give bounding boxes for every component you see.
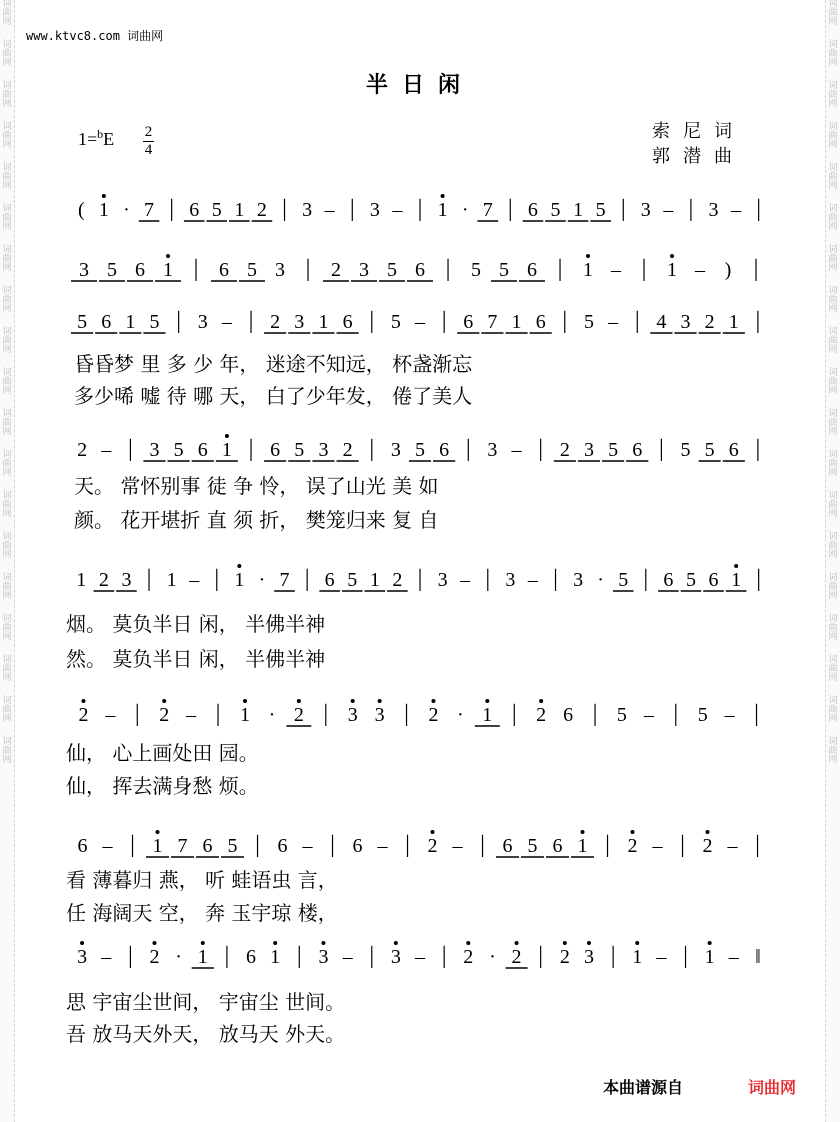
note: 5 xyxy=(415,439,425,461)
bar-line: | xyxy=(214,566,220,592)
note: 5 xyxy=(211,199,222,221)
octave-dot xyxy=(394,941,398,945)
octave-dot xyxy=(273,941,277,945)
note: 2 xyxy=(270,311,281,333)
octave-dot xyxy=(708,941,712,945)
note: 3 xyxy=(374,704,385,726)
octave-dot xyxy=(631,830,635,834)
note: 3 xyxy=(487,439,498,461)
bar-line: | xyxy=(557,256,563,282)
note: 2 xyxy=(293,704,304,726)
note: 2 xyxy=(392,569,403,591)
note: – xyxy=(724,704,735,726)
bar-line: | xyxy=(592,701,598,727)
octave-dot xyxy=(581,830,585,834)
time-signature: 2 4 xyxy=(144,124,153,158)
octave-dot xyxy=(81,699,85,703)
bar-line: | xyxy=(224,943,230,969)
octave-dot xyxy=(431,830,435,834)
notation-line-2 xyxy=(70,250,770,290)
note: 1 xyxy=(482,704,493,726)
bar-line: | xyxy=(562,308,568,334)
bar-line: | xyxy=(610,943,616,969)
octave-dot xyxy=(563,941,567,945)
note: – xyxy=(342,946,353,968)
notation-line-5 xyxy=(70,560,770,600)
note: 6 xyxy=(552,835,563,857)
bar-line: | xyxy=(680,832,685,858)
note: · xyxy=(597,569,604,591)
lyric-verse2-line6: 吾 放马天外天， 放马天 外天。 xyxy=(66,1022,346,1046)
note: 2 xyxy=(256,199,267,221)
bar-line: | xyxy=(130,832,135,858)
note: 2 xyxy=(702,835,713,857)
bar-line: | xyxy=(404,701,409,727)
bar-line: | xyxy=(323,701,329,727)
note: 6 xyxy=(277,835,288,857)
note: 5 xyxy=(107,259,117,281)
note: – xyxy=(611,259,621,281)
note: 2 xyxy=(149,946,160,968)
note: 7 xyxy=(144,199,155,221)
octave-dot xyxy=(102,194,106,198)
note: 1 xyxy=(270,946,281,968)
note: 3 xyxy=(359,259,369,281)
note: 1 xyxy=(667,259,677,281)
note: 1 xyxy=(632,946,643,968)
octave-dot xyxy=(162,699,166,703)
octave-dot xyxy=(515,941,519,945)
note: – xyxy=(101,439,112,461)
bar-line: | xyxy=(330,832,335,858)
notation-line-7 xyxy=(70,826,770,866)
note: 5 xyxy=(583,311,594,333)
note: · xyxy=(175,946,182,968)
composer-credit: 郭潜曲 xyxy=(652,146,745,167)
note: 5 xyxy=(227,835,238,857)
bar-line: | xyxy=(507,196,513,222)
brand-link[interactable]: 词曲网 xyxy=(748,1078,797,1097)
note: 5 xyxy=(77,311,88,333)
note: 5 xyxy=(247,259,257,281)
note: 2 xyxy=(78,704,89,726)
bar-line: | xyxy=(146,566,152,592)
octave-dot xyxy=(586,254,590,258)
note: 6 xyxy=(189,199,200,221)
note: 1 xyxy=(197,946,208,968)
note: 3 xyxy=(437,569,448,591)
note: 6 xyxy=(463,311,474,333)
note: 1 xyxy=(125,311,136,333)
note: 7 xyxy=(279,569,290,591)
bar-line: | xyxy=(134,701,140,727)
bar-line: | xyxy=(673,701,679,727)
notation-line-4 xyxy=(70,430,770,470)
note: – xyxy=(186,704,197,726)
bar-line: | xyxy=(755,832,760,858)
notation-line-6 xyxy=(70,695,770,735)
note: 2 xyxy=(331,259,341,281)
note: 1 xyxy=(166,569,177,591)
note: 3 xyxy=(505,569,516,591)
bar-line: | xyxy=(255,832,260,858)
note: 3 xyxy=(294,311,305,333)
note: · xyxy=(268,704,276,726)
lyric-verse2-line2: 颜。 花开堪折 直 须 折， 樊笼归来 复 自 xyxy=(74,508,439,532)
octave-dot xyxy=(539,699,543,703)
octave-dot xyxy=(243,699,247,703)
note: – xyxy=(377,835,388,857)
note: – xyxy=(663,199,674,221)
lyric-verse2-line1: 多少唏 嘘 待 哪 天， 白了少年发， 倦了美人 xyxy=(74,384,473,408)
note: 6 xyxy=(202,835,213,857)
note: 6 xyxy=(101,311,112,333)
note: 3 xyxy=(347,704,358,726)
note: 2 xyxy=(559,946,570,968)
note: – xyxy=(452,835,463,857)
note: 6 xyxy=(502,835,513,857)
bar-line: | xyxy=(641,256,647,282)
note: 3 xyxy=(318,946,329,968)
note: – xyxy=(727,835,738,857)
side-watermark-left: 词 曲 网 词 曲 网 词 曲 网 词 曲 网 词 曲 网 词 曲 网 词 曲 网 词 曲 网 词 曲 网 词 曲 网 词 曲 网 词 曲 网 词 曲 网 词 曲 网 词 曲 网 词 曲 网 词 曲 网 词 曲 网 词 曲 网 xyxy=(0,0,15,1122)
lyric-verse1-line5: 看 薄暮归 燕， 听 蛙语虫 言， xyxy=(66,868,338,892)
note: – xyxy=(221,311,232,333)
note: 3 xyxy=(79,259,89,281)
bar-line: | xyxy=(248,436,254,462)
note: 1 xyxy=(221,439,232,461)
note: – xyxy=(302,835,313,857)
lyric-verse1-line2: 天。 常怀别事 徒 争 怜， 误了山光 美 如 xyxy=(74,474,439,498)
note: – xyxy=(652,835,663,857)
note: 5 xyxy=(595,199,606,221)
note: 6 xyxy=(632,439,643,461)
bar-line: | xyxy=(369,308,375,334)
bar-line: | xyxy=(538,436,544,462)
note: 3 xyxy=(197,311,208,333)
note: 1 xyxy=(240,704,250,726)
note: 2 xyxy=(342,439,353,461)
octave-dot xyxy=(378,699,382,703)
note: 3 xyxy=(583,946,594,968)
bar-line: | xyxy=(193,256,199,282)
lyricist-credit: 索尼词 xyxy=(652,121,745,142)
note: 6 xyxy=(708,569,719,591)
note: 6 xyxy=(197,439,208,461)
note: 7 xyxy=(177,835,188,857)
note: 3 xyxy=(573,569,584,591)
note: 1 xyxy=(234,199,245,221)
octave-dot xyxy=(80,941,84,945)
note: 6 xyxy=(728,439,739,461)
note: 5 xyxy=(149,311,160,333)
note: 5 xyxy=(347,569,358,591)
note: 3 xyxy=(640,199,651,221)
note: 1 xyxy=(731,569,742,591)
note: 3 xyxy=(318,439,329,461)
note: 1 xyxy=(728,311,739,333)
note: 2 xyxy=(159,704,170,726)
bar-line: | xyxy=(349,196,355,222)
note: 1 xyxy=(98,199,109,221)
note: 5 xyxy=(704,439,715,461)
octave-dot xyxy=(670,254,674,258)
note: 5 xyxy=(527,835,538,857)
bar-line: | xyxy=(634,308,640,334)
bar-line: | xyxy=(417,566,423,592)
note: · xyxy=(258,569,266,591)
lyric-verse1-line1: 昏昏梦 里 多 少 年， 迷途不知远， 杯盏渐忘 xyxy=(74,352,473,376)
octave-dot xyxy=(201,941,205,945)
bar-line: | xyxy=(369,943,375,969)
note: · xyxy=(461,199,469,221)
note: 6 xyxy=(663,569,674,591)
bar-line: | xyxy=(480,832,485,858)
octave-dot xyxy=(156,830,160,834)
note: 3 xyxy=(302,199,313,221)
note: – xyxy=(643,704,654,726)
note: – xyxy=(511,439,522,461)
note: 6 xyxy=(77,835,88,857)
note: 5 xyxy=(550,199,561,221)
bar-line: | xyxy=(405,832,410,858)
note: ) xyxy=(724,259,732,281)
note: 3 xyxy=(708,199,719,221)
note: 5 xyxy=(387,259,397,281)
note: 5 xyxy=(173,439,184,461)
note: 6 xyxy=(415,259,425,281)
bar-line: | xyxy=(369,436,375,462)
bar-line: | xyxy=(169,196,175,222)
note: 7 xyxy=(482,199,493,221)
note: 1 xyxy=(76,569,87,591)
note: 5 xyxy=(608,439,619,461)
note: 2 xyxy=(427,835,438,857)
note: 6 xyxy=(219,259,229,281)
note: 5 xyxy=(680,439,691,461)
lyric-verse1-line4: 仙， 心上画处田 园。 xyxy=(66,741,259,765)
note: 1 xyxy=(152,835,163,857)
note: 2 xyxy=(98,569,109,591)
note: 5 xyxy=(294,439,305,461)
note: – xyxy=(189,569,200,591)
note: 4 xyxy=(656,311,667,333)
note: 7 xyxy=(487,311,498,333)
bar-line: | xyxy=(756,566,762,592)
note: 2 xyxy=(511,946,522,968)
note: – xyxy=(324,199,335,221)
octave-dot xyxy=(225,434,229,438)
note: – xyxy=(728,946,739,968)
note: 3 xyxy=(275,259,285,281)
note: 6 xyxy=(439,439,450,461)
note: · xyxy=(457,704,464,726)
note: 1 xyxy=(573,199,584,221)
note: 1 xyxy=(437,199,448,221)
lyric-verse2-line5: 任 海阔天 空， 奔 玉宇琼 楼， xyxy=(66,901,338,925)
bar-line: | xyxy=(305,256,311,282)
note: 3 xyxy=(390,946,401,968)
note: 1 xyxy=(318,311,329,333)
bar-line: | xyxy=(620,196,626,222)
bar-line: | xyxy=(683,943,688,969)
octave-dot xyxy=(166,254,170,258)
note: 1 xyxy=(704,946,715,968)
note: 3 xyxy=(680,311,691,333)
bar-line: | xyxy=(127,943,133,969)
octave-dot xyxy=(587,941,591,945)
note: 6 xyxy=(342,311,353,333)
lyric-verse2-line3: 然。 莫负半日 闲， 半佛半神 xyxy=(66,647,326,671)
note: – xyxy=(608,311,619,333)
note: 5 xyxy=(618,569,629,591)
bar-line: | xyxy=(465,436,471,462)
note: 3 xyxy=(121,569,132,591)
octave-dot xyxy=(431,699,435,703)
note: – xyxy=(102,835,113,857)
side-watermark-right: 词 曲 网 词 曲 网 词 曲 网 词 曲 网 词 曲 网 词 曲 网 词 曲 网 词 曲 网 词 曲 网 词 曲 网 词 曲 网 词 曲 网 词 曲 网 词 曲 网 词 曲 网 词 曲 网 词 曲 网 词 曲 网 词 曲 网 xyxy=(825,0,840,1122)
octave-dot xyxy=(706,830,710,834)
bar-line: | xyxy=(445,256,451,282)
octave-dot xyxy=(466,941,470,945)
note: 3 xyxy=(390,439,401,461)
note: 1 xyxy=(163,259,173,281)
note: ( xyxy=(77,199,85,221)
note: 6 xyxy=(135,259,145,281)
note: · xyxy=(489,946,496,968)
octave-dot xyxy=(635,941,639,945)
bar-line: | xyxy=(127,436,133,462)
note: 1 xyxy=(577,835,588,857)
octave-dot xyxy=(485,699,489,703)
source-label: 本曲谱源自 xyxy=(603,1078,684,1097)
note: 5 xyxy=(390,311,401,333)
octave-dot xyxy=(734,564,738,568)
note: – xyxy=(695,259,705,281)
note: 6 xyxy=(352,835,363,857)
bar-line: | xyxy=(215,701,221,727)
note: 5 xyxy=(685,569,696,591)
note: – xyxy=(415,946,425,968)
bar-line: | xyxy=(755,436,761,462)
note: 5 xyxy=(616,704,627,726)
lyric-verse2-line4: 仙， 挥去满身愁 烦。 xyxy=(66,774,259,798)
bar-line: | xyxy=(754,701,759,727)
note: 2 xyxy=(428,704,439,726)
note: 6 xyxy=(527,199,538,221)
bar-line: | xyxy=(441,308,447,334)
note: 6 xyxy=(270,439,281,461)
note: – xyxy=(101,946,112,968)
bar-line: | xyxy=(756,196,762,222)
note: – xyxy=(527,569,538,591)
note: 2 xyxy=(463,946,474,968)
note: 6 xyxy=(324,569,335,591)
bar-line: | xyxy=(296,943,302,969)
note: 2 xyxy=(536,704,547,726)
note: 3 xyxy=(369,199,380,221)
octave-dot xyxy=(351,699,355,703)
note: 6 xyxy=(563,704,574,726)
song-title: 半日闲 xyxy=(365,72,474,98)
bar-line: | xyxy=(282,196,287,222)
site-url[interactable]: www.ktvc8.com 词曲网 xyxy=(26,29,164,43)
bar-line: | xyxy=(441,943,447,969)
bar-line: | xyxy=(753,256,759,282)
note: – xyxy=(731,199,742,221)
bar-line: | xyxy=(755,308,761,334)
bar-line: | xyxy=(605,832,610,858)
bar-line: | xyxy=(511,701,517,727)
octave-dot xyxy=(237,564,241,568)
note: – xyxy=(105,704,116,726)
bar-line: | xyxy=(176,308,182,334)
octave-dot xyxy=(297,699,301,703)
bar-line: | xyxy=(643,566,649,592)
note: 2 xyxy=(704,311,715,333)
note: – xyxy=(656,946,667,968)
notation-line-8 xyxy=(70,937,770,977)
note: 1 xyxy=(511,311,522,333)
notation-line-3 xyxy=(70,302,770,342)
note: 6 xyxy=(246,946,257,968)
bar-line: | xyxy=(538,943,544,969)
octave-dot xyxy=(441,194,445,198)
bar-line: | xyxy=(304,566,310,592)
note: 3 xyxy=(149,439,160,461)
octave-dot xyxy=(152,941,156,945)
note: – xyxy=(392,199,403,221)
lyric-verse1-line6: 思 宇宙尘世间， 宇宙尘 世间。 xyxy=(66,990,346,1014)
note: 5 xyxy=(697,704,708,726)
note: 6 xyxy=(535,311,546,333)
bar-line: | xyxy=(417,196,423,222)
octave-dot xyxy=(321,941,325,945)
bar-line: | xyxy=(688,196,694,222)
note: 5 xyxy=(471,259,481,281)
bar-line: | xyxy=(485,566,491,592)
bar-line: | xyxy=(658,436,664,462)
bar-line: ‖ xyxy=(755,946,761,968)
note: 2 xyxy=(559,439,570,461)
note: 1 xyxy=(234,569,245,591)
note: 3 xyxy=(583,439,594,461)
bar-line: | xyxy=(248,308,254,334)
note: – xyxy=(415,311,425,333)
note: – xyxy=(460,569,471,591)
note: 6 xyxy=(527,259,537,281)
note: 2 xyxy=(77,439,88,461)
note: 1 xyxy=(583,259,593,281)
note: · xyxy=(123,199,130,221)
note: 2 xyxy=(627,835,638,857)
notation-line-1 xyxy=(70,190,770,230)
key-signature: 1=$^b$E xyxy=(78,127,115,149)
note: 3 xyxy=(77,946,88,968)
bar-line: | xyxy=(553,566,558,592)
note: 1 xyxy=(369,569,380,591)
note: 5 xyxy=(499,259,509,281)
lyric-verse1-line3: 烟。 莫负半日 闲， 半佛半神 xyxy=(66,612,326,636)
